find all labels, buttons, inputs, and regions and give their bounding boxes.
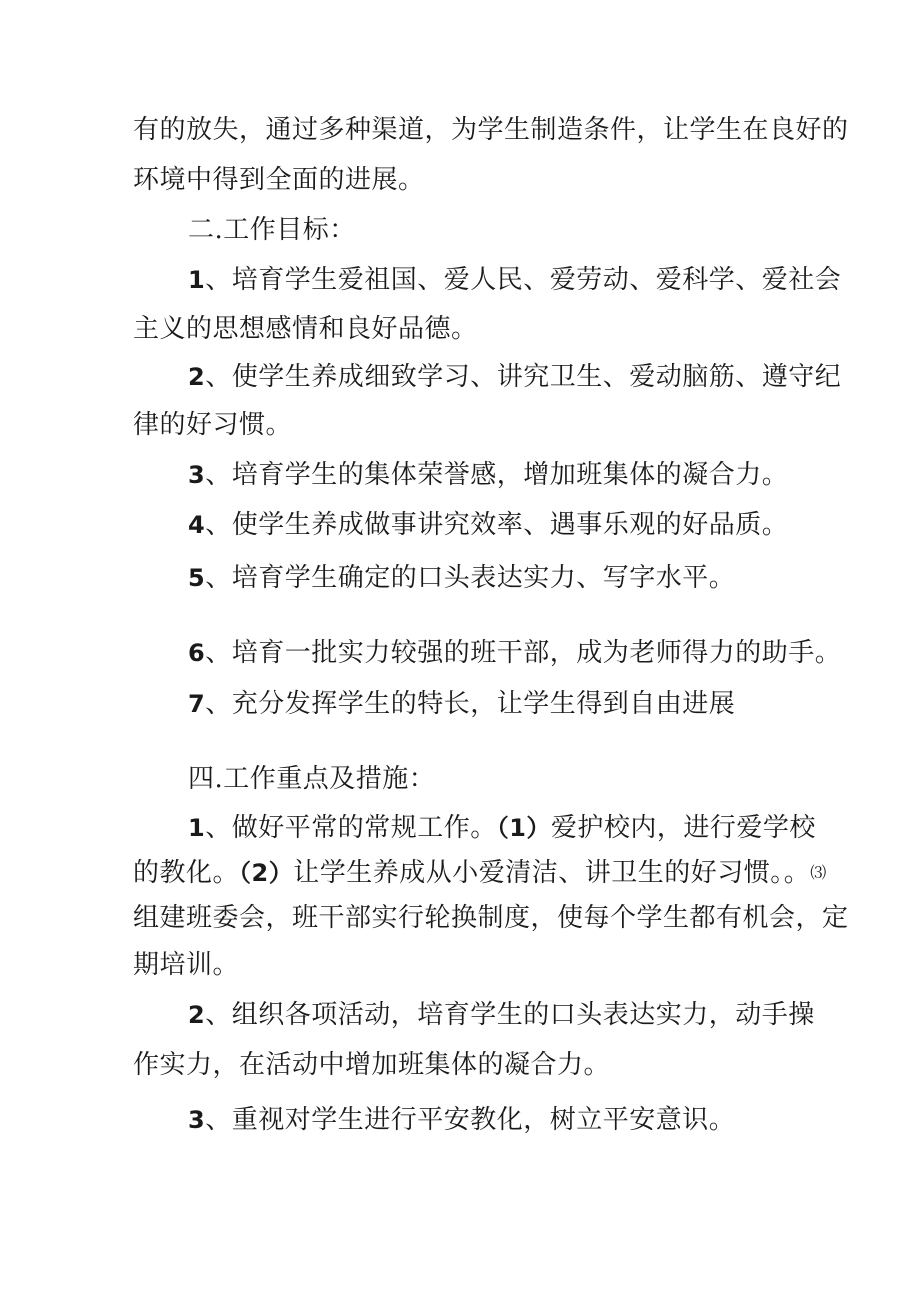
goal-item-5: [188, 563, 735, 593]
goal-item-text: 、培育学生确定的口头表达实力、写字水平。: [205, 563, 736, 593]
measure-item-2: [188, 1000, 815, 1030]
intro-line-2: 环境中得到全面的进展。: [133, 165, 425, 195]
goal-item-text: 、使学生养成细致学习、讲究卫生、爱动脑筋、遵守纪: [205, 362, 842, 392]
intro-line-1: 有的放失，通过多种渠道，为学生制造条件，让学生在良好的: [133, 115, 849, 145]
measure-item-text: 、组织各项活动，培育学生的口头表达实力，动手操: [205, 1000, 815, 1030]
goal-item-1-continuation: 主义的思想感情和良好品德。: [133, 314, 478, 344]
measure-item-3: [188, 1105, 735, 1135]
measure-item-number: 2: [188, 1001, 206, 1029]
goal-item-number: 7: [188, 690, 206, 718]
measure-item-text: 、重视对学生进行平安教化，树立平安意识。: [205, 1105, 736, 1135]
measure-item-text: 让学生养成从小爱清洁、讲卫生的好习惯。。: [293, 858, 811, 888]
measure-item-text: 爱护校内，进行爱学校: [550, 813, 816, 843]
goal-item-text: 、培育学生的集体荣誉感，增加班集体的凝合力。: [205, 460, 789, 490]
goal-item-number: 2: [188, 363, 206, 391]
goals-heading: 二.工作目标：: [188, 215, 356, 245]
goal-item-text: 、使学生养成做事讲究效率、遇事乐观的好品质。: [205, 510, 789, 540]
goal-item-text: 、培育一批实力较强的班干部，成为老师得力的助手。: [205, 638, 842, 668]
measure-item-2-continuation: 作实力，在活动中增加班集体的凝合力。: [133, 1050, 611, 1080]
measures-heading: 四.工作重点及措施：: [188, 764, 436, 794]
sub-item-marker-3: ⑶: [810, 863, 827, 882]
measure-item-number: 1: [188, 814, 206, 842]
measure-item-text: 、做好平常的常规工作。: [205, 813, 497, 843]
goal-item-text: 、培育学生爱祖国、爱人民、爱劳动、爱科学、爱社会: [205, 265, 842, 295]
measure-item-1-line-3: 组建班委会，班干部实行轮换制度，使每个学生都有机会，定: [133, 903, 849, 933]
goal-item-2: [188, 362, 841, 392]
measure-item-1-line-4: 期培训。: [133, 950, 240, 980]
measure-item-1-line-2: [133, 858, 827, 888]
measure-item-1: [188, 813, 816, 843]
measure-item-number: 3: [188, 1106, 206, 1134]
goal-item-4: [188, 510, 788, 540]
goal-item-6: [188, 638, 841, 668]
goal-item-number: 4: [188, 511, 206, 539]
goal-item-3: [188, 460, 788, 490]
sub-item-marker-2: （2）: [239, 859, 294, 887]
goal-item-number: 3: [188, 461, 206, 489]
goal-item-1: [188, 265, 841, 295]
goal-item-2-continuation: 律的好习惯。: [133, 410, 293, 440]
measure-item-text: 的教化。: [133, 858, 240, 888]
goal-item-7: [188, 689, 735, 719]
sub-item-marker-1: （1）: [496, 814, 551, 842]
goal-item-number: 1: [188, 266, 206, 294]
goal-item-number: 6: [188, 639, 206, 667]
goal-item-number: 5: [188, 564, 206, 592]
goal-item-text: 、充分发挥学生的特长，让学生得到自由进展: [205, 689, 736, 719]
